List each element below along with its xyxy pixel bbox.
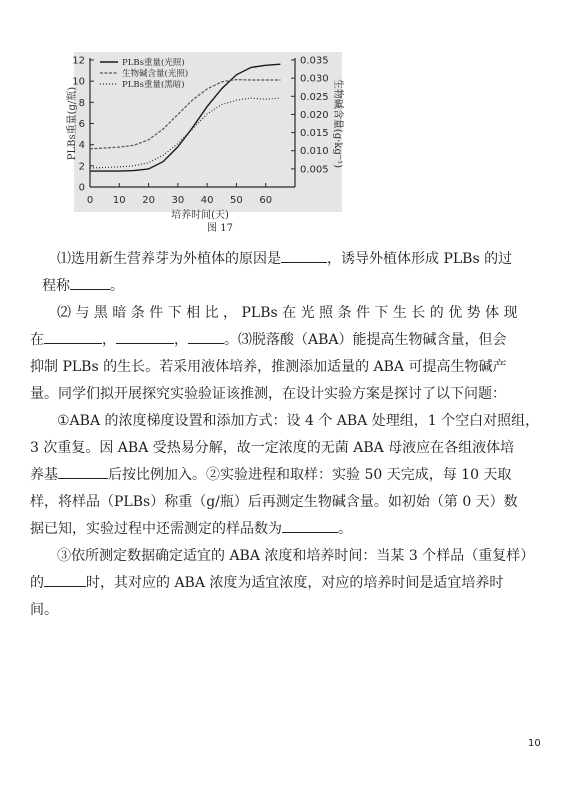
text-line-12: ③依所测定数据确定适宜的 ABA 浓度和培养时间：当某 3 个样品（重复样）	[57, 548, 535, 564]
y-right-tick-label: 0.025	[300, 91, 329, 103]
x-tick-label: 0	[86, 195, 94, 206]
y-left-tick-label: 8	[78, 97, 85, 109]
y-right-tick-label: 0.030	[300, 73, 329, 85]
text-line-11: 据已知，实验过程中还需测定的样品数为 。	[30, 516, 540, 543]
x-tick-label: 40	[200, 195, 214, 206]
answer-blank[interactable]	[281, 248, 327, 263]
y-left-tick-label: 10	[72, 76, 85, 88]
text-line-2: 程称 。	[30, 273, 540, 300]
x-tick-label: 10	[112, 195, 126, 206]
text-line-1: ⑴选用新生营养芽为外植体的原因是 ，诱导外植体形成 PLBs 的过	[30, 246, 540, 273]
x-tick-label: 60	[259, 195, 273, 206]
y-left-tick-label: 2	[78, 161, 85, 173]
y-right-tick-label: 0.035	[300, 55, 329, 67]
x-tick-label: 30	[171, 195, 185, 206]
growth-chart	[60, 50, 345, 245]
text-line-6: 量。同学们拟开展探究实验验证该推测，在设计实验方案是探讨了以下问题：	[30, 386, 506, 402]
legend-label: PLBs重量(黑暗)	[122, 80, 185, 90]
y-right-tick-label: 0.020	[300, 109, 329, 121]
text-line-10: 样，将样品（PLBs）称重（g/瓶）后再测定生物碱含量。如初始（第 0 天）数	[30, 494, 518, 510]
legend-label: PLBs重量(光照)	[122, 58, 185, 68]
x-tick-label: 20	[142, 195, 155, 206]
x-tick-label: 50	[230, 195, 243, 206]
answer-blank[interactable]	[116, 329, 174, 344]
y-right-tick-label: 0.005	[300, 164, 329, 176]
y-axis-right-title: 生物碱含量(g·kg⁻¹)	[332, 78, 343, 169]
page-number: 10	[528, 738, 541, 749]
answer-blank[interactable]	[44, 329, 102, 344]
text-line-14: 间。	[30, 602, 58, 618]
text-line-7: ①ABA 的浓度梯度设置和添加方式：设 4 个 ABA 处理组，1 个空白对照组，	[57, 413, 540, 429]
y-right-tick-label: 0.010	[300, 146, 329, 158]
x-axis-title: 培养时间(天)	[171, 210, 229, 221]
text-line-8: 3 次重复。因 ABA 受热易分解，故一定浓度的无菌 ABA 母液应在各组液体培	[30, 440, 515, 456]
legend-label: 生物碱含量(光照)	[122, 69, 189, 79]
answer-blank[interactable]	[282, 518, 338, 533]
text-line-5: 抑制 PLBs 的生长。若采用液体培养，推测添加适量的 ABA 可提高生物碱产	[30, 359, 507, 375]
answer-blank[interactable]	[58, 464, 108, 479]
answer-blank[interactable]	[188, 329, 224, 344]
figure-caption: 图 17	[207, 223, 233, 234]
question-text	[30, 246, 540, 624]
y-left-tick-label: 0	[78, 182, 85, 194]
y-left-tick-label: 6	[78, 119, 85, 130]
text-line-4: 在 ， ， 。⑶脱落酸（ABA）能提高生物碱含量，但会	[30, 327, 540, 354]
y-left-tick-label: 12	[72, 55, 85, 67]
answer-blank[interactable]	[70, 275, 110, 290]
y-left-tick-label: 4	[78, 140, 85, 152]
text-line-13: 的 时，其对应的 ABA 浓度为适宜浓度，对应的培养时间是适宜培养时	[30, 570, 540, 597]
answer-blank[interactable]	[44, 572, 86, 587]
y-right-tick-label: 0.015	[300, 128, 329, 140]
text-line-9: 养基 后按比例加入。②实验进程和取样：实验 50 天完成，每 10 天取	[30, 462, 540, 489]
figure-17	[60, 50, 345, 245]
y-axis-left-title: PLBs重量(g/瓶)	[67, 86, 78, 161]
text-line-3: ⑵ 与 黑 暗 条 件 下 相 比 ， PLBs 在 光 照 条 件 下 生 长 的 优 势 体 现	[57, 305, 518, 321]
